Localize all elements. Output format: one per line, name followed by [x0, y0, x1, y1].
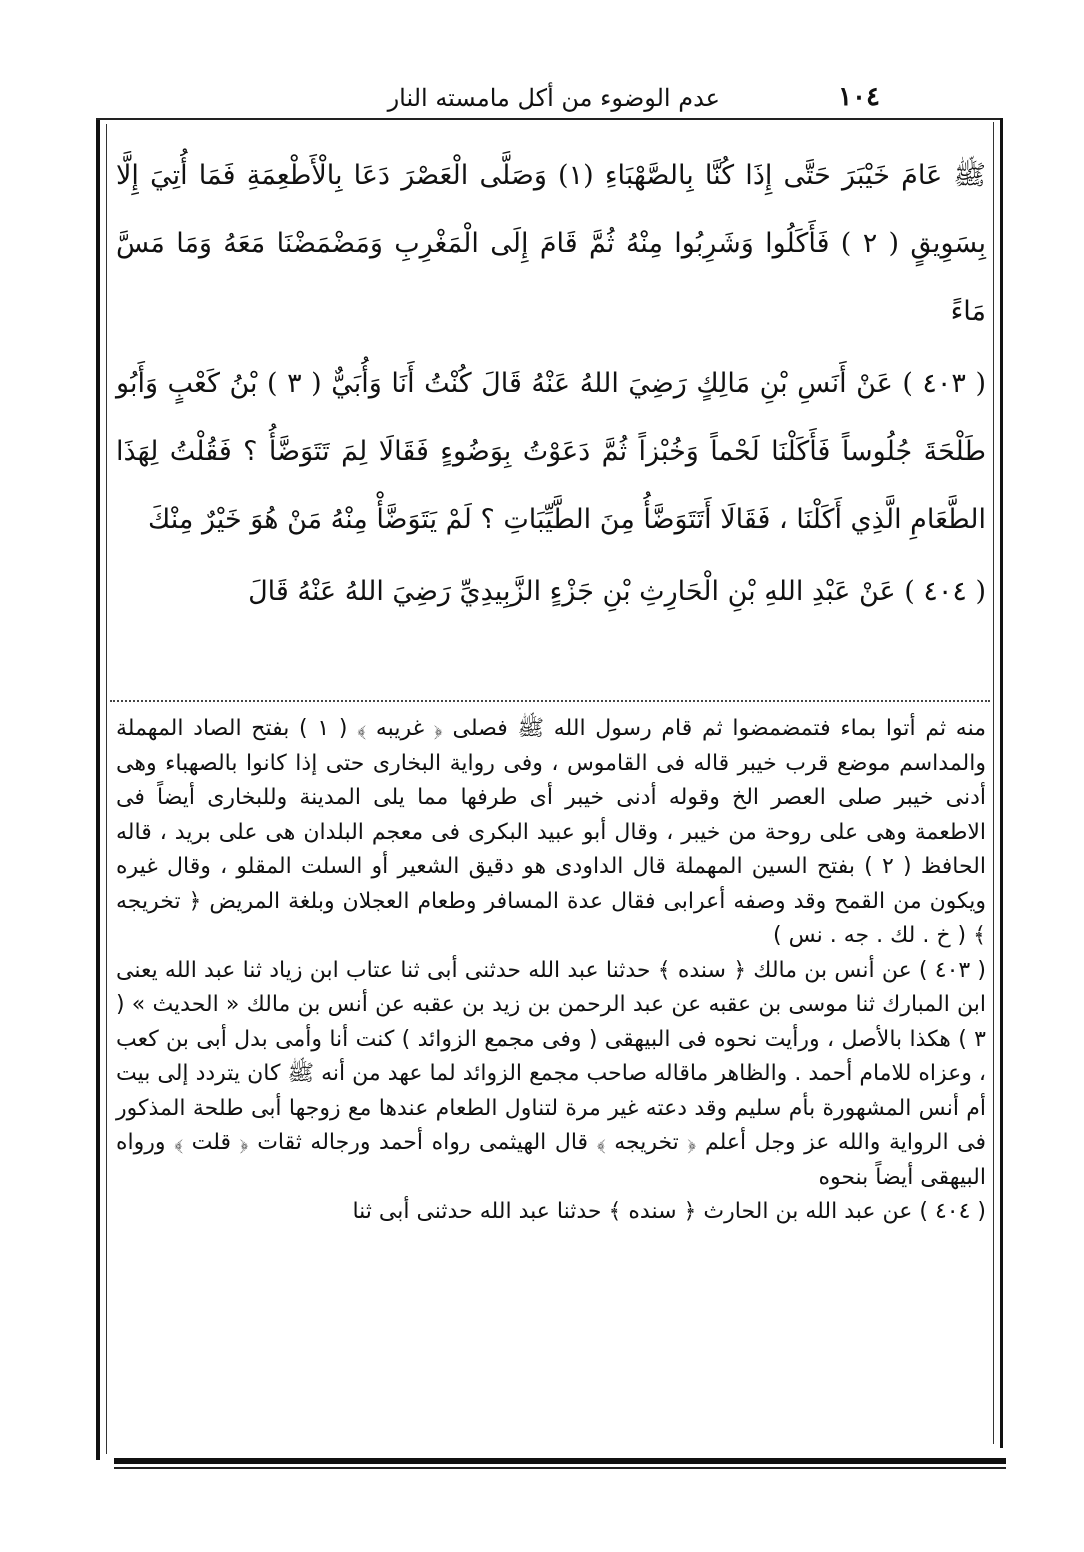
- text-notes-separator: [110, 700, 990, 702]
- note-paragraph-402: منه ثم أتوا بماء فتمضمضوا ثم قام رسول الله ﷺ فصلى ﴿ غريبه ﴾ ( ١ ) بفتح الصاد المهملة والمداسم موضع قرب خيبر قاله فى القاموس ، وفى رواية البخارى حتى إذا كانوا بالصهباء وهى أدنى خيبر صلى العصر الخ وقوله أدنى خيبر أى طرفها مما يلى المدينة وللبخارى أيضاً فى الاطعمة وهى على روحة من خيبر ، وقال أبو عبيد البكرى فى معجم البلدان هى على بريد ، قاله الحافظ ( ٢ ) بفتح السين المهملة قال الداودى هو دقيق الشعير أو السلت المقلو ، وقال غيره ويكون من القمح وقد وصفه أعرابى فقال عدة المسافر وطعام العجلان وبلغة المريض ﴿ تخريجه ﴾ ( خ . لك . جه . نس ): [116, 716, 987, 948]
- frame-right-rule: [1000, 118, 1003, 1448]
- running-title: عدم الوضوء من أكل مامسته النار: [387, 84, 720, 112]
- main-text: [116, 142, 986, 626]
- page-header: [300, 78, 880, 118]
- page-number: ١٠٤: [838, 82, 880, 112]
- main-paragraph-hadith-402-end: ﷺ عَامَ خَيْبَرَ حَتَّى إِذَا كُنَّا بِالصَّهْبَاءِ (١) وَصَلَّى الْعَصْرَ دَعَا بِالْأَطْعِمَةِ فَمَا أُتِيَ إِلَّا بِسَوِيقٍ ( ٢ ) فَأَكَلُوا وَشَرِبُوا مِنْهُ ثُمَّ قَامَ إِلَى الْمَغْرِبِ وَمَضْمَضْنَا مَعَهُ وَمَا مَسَّ مَاءً: [116, 160, 986, 327]
- main-paragraph-hadith-403: ( ٤٠٣ ) عَنْ أَنَسِ بْنِ مَالِكٍ رَضِيَ اللهُ عَنْهُ قَالَ كُنْتُ أَنَا وَأُبَيٌّ ( ٣ ) بْنُ كَعْبٍ وَأَبُو طَلْحَةَ جُلُوساً فَأَكَلْنَا لَحْماً وَخُبْزاً ثُمَّ دَعَوْتُ بِوَضُوءٍ فَقَالَا لِمَ تَتَوَضَّأُ ؟ فَقُلْتُ لِهَذَا الطَّعَامِ الَّذِي أَكَلْنَا ، فَقَالَا أَتَتَوَضَّأُ مِنَ الطَّيِّبَاتِ ؟ لَمْ يَتَوَضَّأْ مِنْهُ مَنْ هُوَ خَيْرٌ مِنْكَ: [116, 368, 986, 535]
- frame-left-inner-rule: [106, 124, 107, 1454]
- frame-left-rule: [96, 120, 100, 1460]
- frame-bottom-rule: [114, 1458, 1006, 1464]
- frame-top-rule: [96, 118, 1003, 120]
- note-paragraph-403: ( ٤٠٣ ) عن أنس بن مالك ﴿ سنده ﴾ حدثنا عبد الله حدثنى أبى ثنا عتاب ابن زياد ثنا عبد الله يعنى ابن المبارك ثنا موسى بن عقبه عن عبد الرحمن بن زيد بن عقبه عن أنس بن مالك « الحديث » ( ٣ ) هكذا بالأصل ، ورأيت نحوه فى البيهقى ( وفى مجمع الزوائد ) كنت أنا وأمى بدل أبى بن كعب ، وعزاه للامام أحمد . والظاهر ماقاله صاحب مجمع الزوائد لما عهد من أنه ﷺ كان يتردد إلى بيت أم أنس المشهورة بأم سليم وقد دعته غير مرة لتناول الطعام عندها مع زوجها أبى طلحة المذكور فى الرواية والله عز وجل أعلم ﴿ تخريجه ﴾ قال الهيثمى رواه أحمد ورجاله ثقات ﴿ قلت ﴾ ورواه البيهقى أيضاً بنحوه: [116, 957, 987, 1190]
- commentary-notes: [116, 712, 986, 1230]
- main-paragraph-hadith-404: ( ٤٠٤ ) عَنْ عَبْدِ اللهِ بْنِ الْحَارِثِ بْنِ جَزْءٍ الزَّبِيدِيِّ رَضِيَ اللهُ عَنْهُ قَالَ: [248, 576, 986, 607]
- note-paragraph-404: ( ٤٠٤ ) عن عبد الله بن الحارث ﴿ سنده ﴾ حدثنا عبد الله حدثنى أبى ثنا: [352, 1199, 986, 1224]
- frame-bottom-thin-rule: [114, 1467, 1006, 1469]
- frame-right-inner-rule: [993, 122, 994, 1444]
